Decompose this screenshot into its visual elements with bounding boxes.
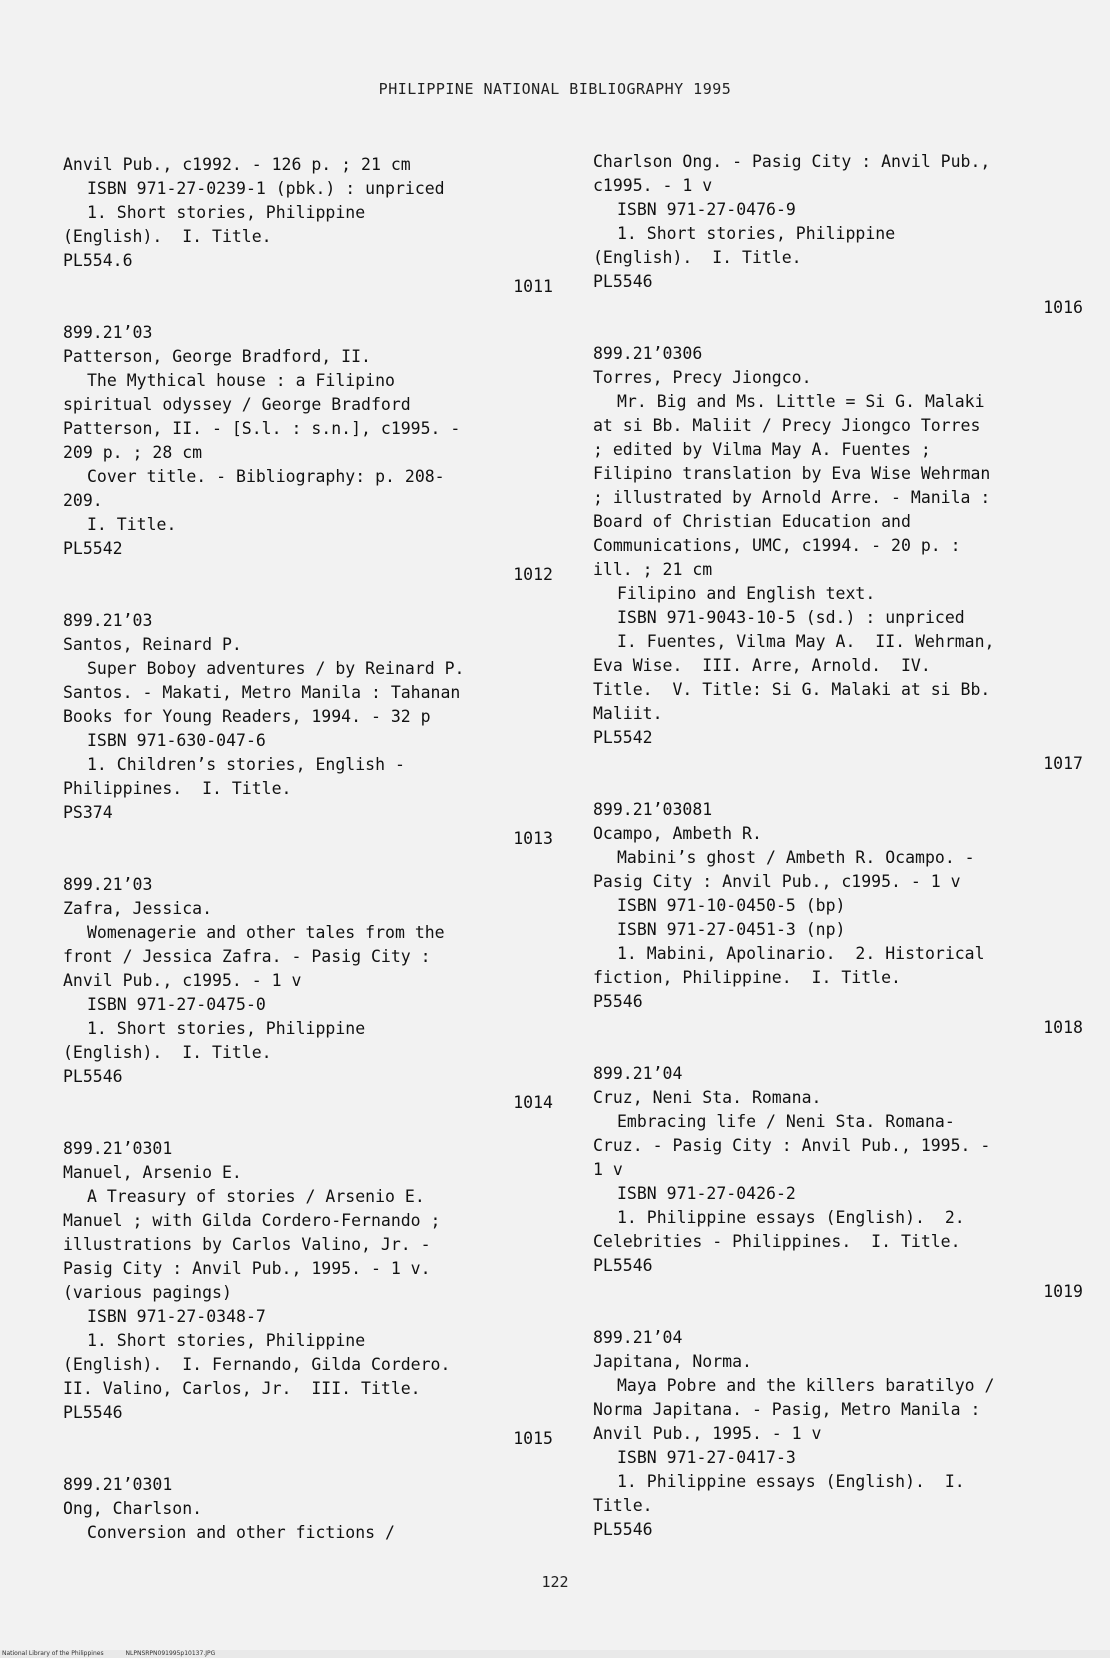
entry-line: Ocampo, Ambeth R. bbox=[593, 824, 762, 843]
entry-line: PL5546 bbox=[593, 1256, 653, 1275]
entry-number: 1011 bbox=[513, 277, 553, 296]
entry-line: front / Jessica Zafra. - Pasig City : bbox=[63, 947, 431, 966]
entry-number: 1017 bbox=[1043, 754, 1083, 773]
entry-number: 1016 bbox=[1043, 298, 1083, 317]
entry-line: Maliit. bbox=[593, 704, 663, 723]
entry-line: A Treasury of stories / Arsenio E. bbox=[87, 1187, 425, 1206]
entry-line: The Mythical house : a Filipino bbox=[87, 371, 395, 390]
scan-footer bbox=[0, 1650, 1110, 1658]
entry-line: Womenagerie and other tales from the bbox=[87, 923, 445, 942]
entry-line: Cover title. - Bibliography: p. 208- bbox=[87, 467, 445, 486]
entry-number: 1012 bbox=[513, 565, 553, 584]
entry-line: 899.21’0301 bbox=[63, 1139, 173, 1158]
entry-line: Title. bbox=[593, 1496, 653, 1515]
entry-line: Books for Young Readers, 1994. - 32 p bbox=[63, 707, 431, 726]
entry-line: ISBN 971-630-047-6 bbox=[87, 731, 266, 750]
entry-line: I. Title. bbox=[87, 515, 177, 534]
entry-line: 1 v bbox=[593, 1160, 623, 1179]
entry-line: ISBN 971-9043-10-5 (sd.) : unpriced bbox=[617, 608, 965, 627]
entry-line: PL5546 bbox=[593, 272, 653, 291]
entry-line: Super Boboy adventures / by Reinard P. bbox=[87, 659, 465, 678]
entry-line: 209. bbox=[63, 491, 103, 510]
entry-line: 1. Short stories, Philippine bbox=[87, 203, 366, 222]
entry-line: 1. Short stories, Philippine bbox=[87, 1331, 366, 1350]
entry-line: Mr. Big and Ms. Little = Si G. Malaki bbox=[617, 392, 985, 411]
entry-line: PL5542 bbox=[593, 728, 653, 747]
entry-line: Santos. - Makati, Metro Manila : Tahanan bbox=[63, 683, 461, 702]
entry-line: (English). I. Title. bbox=[593, 248, 802, 267]
entry-line: 899.21’03081 bbox=[593, 800, 713, 819]
entry-line: ISBN 971-27-0426-2 bbox=[617, 1184, 796, 1203]
entry-line: Anvil Pub., c1992. - 126 p. ; 21 cm bbox=[63, 155, 411, 174]
entry-line: (English). I. Title. bbox=[63, 1043, 272, 1062]
entry-line: Celebrities - Philippines. I. Title. bbox=[593, 1232, 961, 1251]
bibliography-entry bbox=[63, 873, 553, 1115]
entry-line: fiction, Philippine. I. Title. bbox=[593, 968, 901, 987]
entry-line: Conversion and other fictions / bbox=[87, 1523, 395, 1542]
entry-line: ; edited by Vilma May A. Fuentes ; bbox=[593, 440, 931, 459]
bibliography-entry bbox=[63, 153, 553, 299]
entry-line: Zafra, Jessica. bbox=[63, 899, 213, 918]
entry-line: Torres, Precy Jiongco. bbox=[593, 368, 812, 387]
entry-line: Filipino and English text. bbox=[617, 584, 876, 603]
bibliography-entry bbox=[593, 1062, 1083, 1304]
entry-line: ISBN 971-27-0476-9 bbox=[617, 200, 796, 219]
entry-number: 1013 bbox=[513, 829, 553, 848]
entry-line: Philippines. I. Title. bbox=[63, 779, 292, 798]
entry-line: (English). I. Fernando, Gilda Cordero. bbox=[63, 1355, 451, 1374]
entry-line: ISBN 971-27-0451-3 (np) bbox=[617, 920, 846, 939]
entry-line: ; illustrated by Arnold Arre. - Manila : bbox=[593, 488, 991, 507]
entry-line: Patterson, George Bradford, II. bbox=[63, 347, 371, 366]
entry-line: Cruz, Neni Sta. Romana. bbox=[593, 1088, 822, 1107]
left-column bbox=[63, 153, 553, 1567]
entry-line: Pasig City : Anvil Pub., c1995. - 1 v bbox=[593, 872, 961, 891]
entry-line: 899.21’04 bbox=[593, 1064, 683, 1083]
entry-line: I. Fuentes, Vilma May A. II. Wehrman, bbox=[617, 632, 995, 651]
entry-number: 1014 bbox=[513, 1093, 553, 1112]
entry-line: Mabini’s ghost / Ambeth R. Ocampo. - bbox=[617, 848, 975, 867]
entry-line: 899.21’03 bbox=[63, 323, 153, 342]
entry-line: Cruz. - Pasig City : Anvil Pub., 1995. - bbox=[593, 1136, 991, 1155]
footer-filename: NLPNSRPN091995p10137.JPG bbox=[125, 1650, 216, 1657]
entry-line: PL5542 bbox=[63, 539, 123, 558]
entry-line: 1. Philippine essays (English). I. bbox=[617, 1472, 965, 1491]
entry-line: P5546 bbox=[593, 992, 643, 1011]
entry-line: Patterson, II. - [S.l. : s.n.], c1995. - bbox=[63, 419, 461, 438]
bibliography-entry bbox=[63, 1473, 553, 1545]
entry-line: 1. Children’s stories, English - bbox=[87, 755, 405, 774]
entry-line: Maya Pobre and the killers baratilyo / bbox=[617, 1376, 995, 1395]
entry-line: 899.21’03 bbox=[63, 875, 153, 894]
entry-line: 899.21’0301 bbox=[63, 1475, 173, 1494]
entry-line: ISBN 971-27-0475-0 bbox=[87, 995, 266, 1014]
entry-line: Santos, Reinard P. bbox=[63, 635, 242, 654]
entry-line: 1. Mabini, Apolinario. 2. Historical bbox=[617, 944, 985, 963]
entry-line: Anvil Pub., c1995. - 1 v bbox=[63, 971, 302, 990]
entry-line: PL5546 bbox=[63, 1067, 123, 1086]
entry-line: 899.21’04 bbox=[593, 1328, 683, 1347]
entry-line: Manuel, Arsenio E. bbox=[63, 1163, 242, 1182]
entry-line: PS374 bbox=[63, 803, 113, 822]
footer-library: National Library of the Philippines bbox=[2, 1650, 104, 1657]
entry-line: at si Bb. Maliit / Precy Jiongco Torres bbox=[593, 416, 981, 435]
entry-line: 209 p. ; 28 cm bbox=[63, 443, 203, 462]
entry-line: spiritual odyssey / George Bradford bbox=[63, 395, 411, 414]
entry-line: 1. Short stories, Philippine bbox=[87, 1019, 366, 1038]
entry-line: ISBN 971-27-0348-7 bbox=[87, 1307, 266, 1326]
entry-line: Anvil Pub., 1995. - 1 v bbox=[593, 1424, 822, 1443]
bibliography-entry bbox=[593, 798, 1083, 1040]
entry-line: Pasig City : Anvil Pub., 1995. - 1 v. bbox=[63, 1259, 431, 1278]
entry-number: 1018 bbox=[1043, 1018, 1083, 1037]
bibliography-entry bbox=[593, 1326, 1083, 1542]
entry-line: ISBN 971-10-0450-5 (bp) bbox=[617, 896, 846, 915]
entry-line: ISBN 971-27-0239-1 (pbk.) : unpriced bbox=[87, 179, 445, 198]
bibliography-entry bbox=[63, 321, 553, 587]
entry-line: ill. ; 21 cm bbox=[593, 560, 713, 579]
entry-line: illustrations by Carlos Valino, Jr. - bbox=[63, 1235, 431, 1254]
entry-line: Norma Japitana. - Pasig, Metro Manila : bbox=[593, 1400, 981, 1419]
entry-line: (English). I. Title. bbox=[63, 227, 272, 246]
right-column bbox=[593, 150, 1083, 1564]
entry-line: Ong, Charlson. bbox=[63, 1499, 203, 1518]
entry-line: 1. Short stories, Philippine bbox=[617, 224, 896, 243]
entry-line: Filipino translation by Eva Wise Wehrman bbox=[593, 464, 991, 483]
entry-line: Charlson Ong. - Pasig City : Anvil Pub., bbox=[593, 152, 991, 171]
bibliography-entry bbox=[593, 150, 1083, 320]
entry-line: 899.21’03 bbox=[63, 611, 153, 630]
entry-line: Manuel ; with Gilda Cordero-Fernando ; bbox=[63, 1211, 441, 1230]
page-header: PHILIPPINE NATIONAL BIBLIOGRAPHY 1995 bbox=[378, 80, 732, 98]
entry-line: II. Valino, Carlos, Jr. III. Title. bbox=[63, 1379, 421, 1398]
bibliography-entry bbox=[593, 342, 1083, 776]
entry-number: 1015 bbox=[513, 1429, 553, 1448]
entry-line: PL5546 bbox=[593, 1520, 653, 1539]
entry-line: Title. V. Title: Si G. Malaki at si Bb. bbox=[593, 680, 991, 699]
entry-line: Communications, UMC, c1994. - 20 p. : bbox=[593, 536, 961, 555]
entry-line: 899.21’0306 bbox=[593, 344, 703, 363]
entry-line: ISBN 971-27-0417-3 bbox=[617, 1448, 796, 1467]
entry-line: 1. Philippine essays (English). 2. bbox=[617, 1208, 965, 1227]
entry-line: Japitana, Norma. bbox=[593, 1352, 752, 1371]
entry-line: c1995. - 1 v bbox=[593, 176, 713, 195]
bibliography-entry bbox=[63, 1137, 553, 1451]
entry-number: 1019 bbox=[1043, 1282, 1083, 1301]
entry-line: Embracing life / Neni Sta. Romana- bbox=[617, 1112, 955, 1131]
bibliography-entry bbox=[63, 609, 553, 851]
entry-line: (various pagings) bbox=[63, 1283, 232, 1302]
entry-line: PL554.6 bbox=[63, 251, 133, 270]
entry-line: PL5546 bbox=[63, 1403, 123, 1422]
entry-line: Board of Christian Education and bbox=[593, 512, 911, 531]
page-number: 122 bbox=[541, 1573, 569, 1591]
entry-line: Eva Wise. III. Arre, Arnold. IV. bbox=[593, 656, 931, 675]
